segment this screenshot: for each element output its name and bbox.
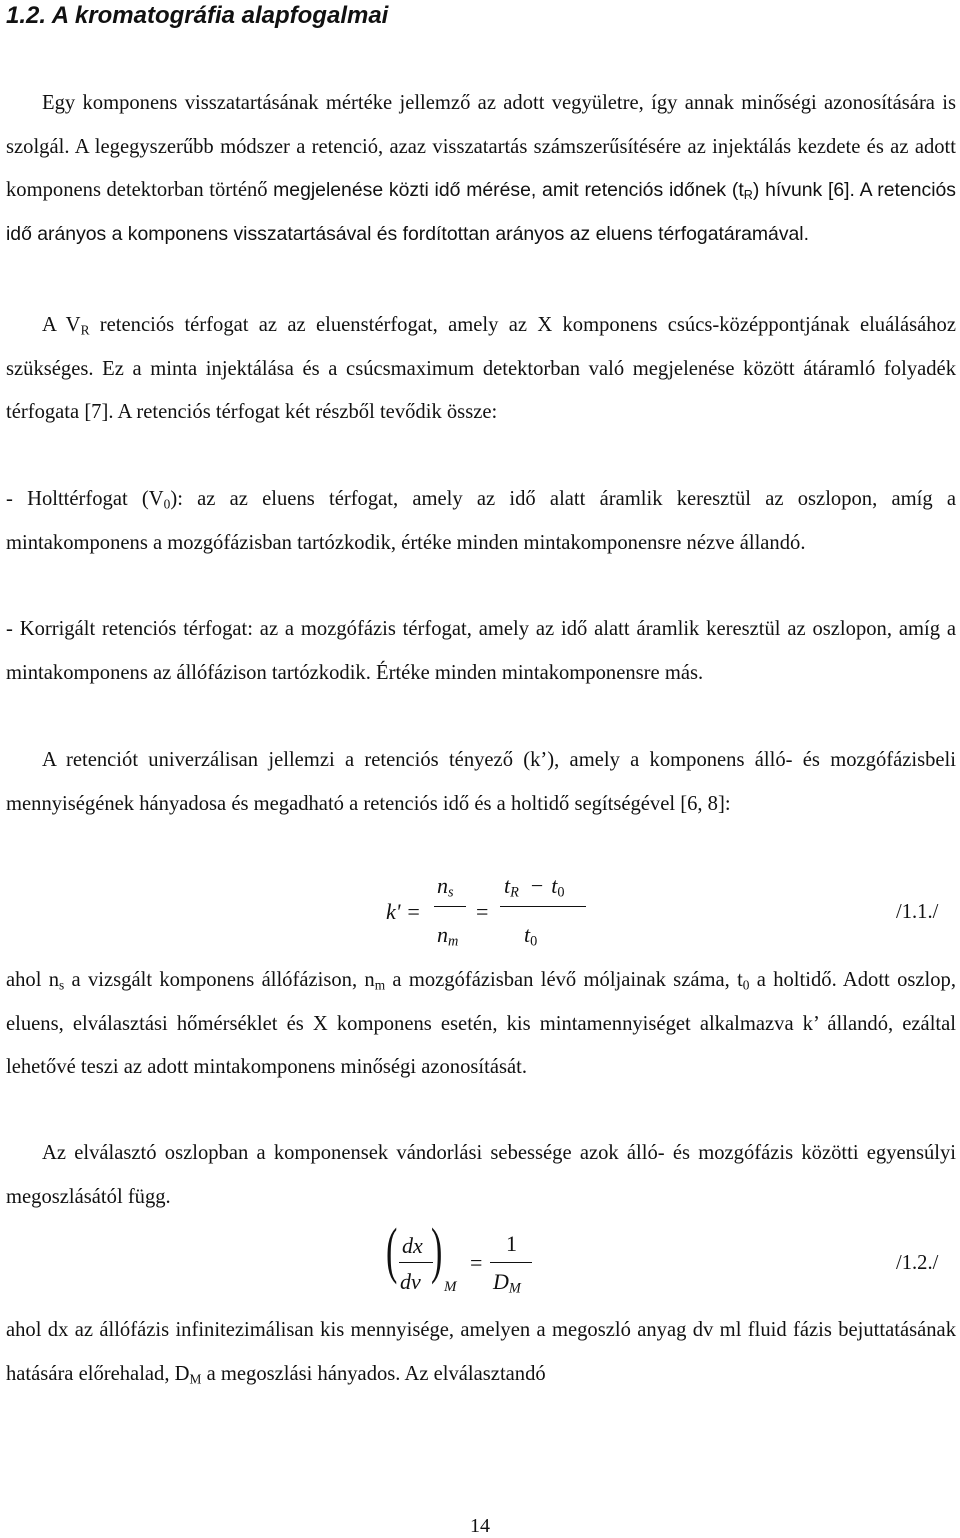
fraction-bar [490, 1262, 532, 1263]
text: a megoszlási hányados. Az elválasztandó [201, 1362, 546, 1385]
eq-equals: = [470, 1250, 483, 1275]
equation-number: /1.2./ [896, 1252, 939, 1274]
text: ) hívunk [6]. A retenciós idő arányos a komponens visszatartásával és fordítottan arányos az eluens térfogatáramával. [6, 179, 956, 245]
eq-equals: = [476, 899, 489, 924]
subscript: 0 [742, 977, 750, 993]
text: Egy komponens visszatartásának mértéke jellemző az adott vegyületre, így annak minőségi azonosítására is szolgál. A legegyszerűbb módszer a retenció, azaz visszatartás számszerűsítésére az injektálás kezdete és az adott komponens detektorban történő [6, 92, 956, 201]
equation-number: /1.1./ [896, 901, 939, 923]
paragraph-retention-factor: A retenciót univerzálisan jellemzi a retenciós tényező (k’), amely a komponens álló- és mozgófázisbeli mennyiségének hányadosa és megadható a retenciós idő és a holtidő segítségével [6, 8]: [6, 749, 956, 815]
subscript: M [189, 1370, 202, 1386]
paragraph-dead-volume [6, 478, 956, 565]
text: a vizsgált komponens állófázison, n [64, 969, 375, 991]
text: - Holttérfogat (V [6, 488, 164, 510]
eq-denominator-dv: dv [400, 1269, 421, 1294]
eq-numerator-n: $n_s$ [437, 873, 454, 901]
subscript: s [59, 977, 65, 993]
section-heading: 1.2. A kromatográfia alapfogalmai [6, 2, 389, 29]
eq-numerator-dx: dx [402, 1233, 423, 1258]
text: retenciós térfogat az az eluenstérfogat, amely az X komponens csúcs-középpontjának eluálásához szükséges. Ez a minta injektálása és a csúcsmaximum detektorban való megjelenése között átáramló folyadék térfogata [7]. A retenciós térfogat két részből tevődik össze: [6, 314, 956, 423]
subscript: m [374, 977, 386, 993]
page-number: 14 [470, 1515, 490, 1537]
fraction-bar [434, 906, 466, 907]
text: a holtidő. Adott oszlop, eluens, elválasztási hőmérséklet és X komponens esetén, kis mintamennyiséget alkalmazva k’ állandó, ezáltal lehetővé teszi az adott mintakomponens minőségi azonosítását. [6, 969, 956, 1078]
subscript: R [80, 322, 90, 338]
text: megjelenése közti idő mérése, amit retenciós időnek (t [273, 179, 744, 201]
fraction-bar [500, 906, 586, 907]
paragraph-corrected-volume: - Korrigált retenciós térfogat: az a mozgófázis térfogat, amely az idő alatt áramlik keresztül az oszlopon, amíg a mintakomponens az állófázison tartózkodik. Értéke minden mintakomponensre más. [6, 618, 956, 684]
eq-numerator-t: $t_R - t_0$ [504, 873, 565, 901]
text: ahol n [6, 969, 60, 991]
text: ): az az eluens térfogat, amely az idő alatt áramlik keresztül az oszlopon, amíg a mintakomponens a mozgófázisban tartózkodik, értéke minden mintakomponensre nézve állandó. [6, 488, 956, 554]
text: a mozgófázisban lévő móljainak száma, t [385, 969, 743, 991]
fraction-bar [399, 1262, 433, 1263]
text: ahol dx az állófázis infinitezimálisan kis mennyisége, amelyen a megoszló anyag dv ml fluid fázis bejuttatásának hatására előrehalad, D [6, 1319, 956, 1385]
paragraph-migration: Az elválasztó oszlopban a komponensek vándorlási sebessége azok álló- és mozgófázis közötti egyensúlyi megoszlásától függ. [6, 1142, 956, 1208]
left-paren: ( [386, 1217, 398, 1285]
eq-numerator-one: 1 [506, 1231, 517, 1256]
paragraph-retention-volume [6, 304, 956, 435]
subscript: 0 [163, 496, 171, 512]
eq-subscript-M: M [444, 1279, 457, 1295]
text: A V [42, 314, 81, 336]
eq-lhs: k' = [386, 899, 421, 924]
eq-denominator-t: $t_0$ [524, 922, 538, 950]
right-paren: ) [431, 1217, 443, 1285]
paragraph-k-explanation [6, 959, 956, 1090]
subscript: R [743, 188, 753, 203]
paragraph-retention-intro [6, 82, 956, 256]
paragraph-dx-explanation [6, 1309, 956, 1396]
eq-denominator-n: $n_m$ [437, 922, 459, 950]
eq-denominator-D: $D_M$ [493, 1269, 521, 1297]
